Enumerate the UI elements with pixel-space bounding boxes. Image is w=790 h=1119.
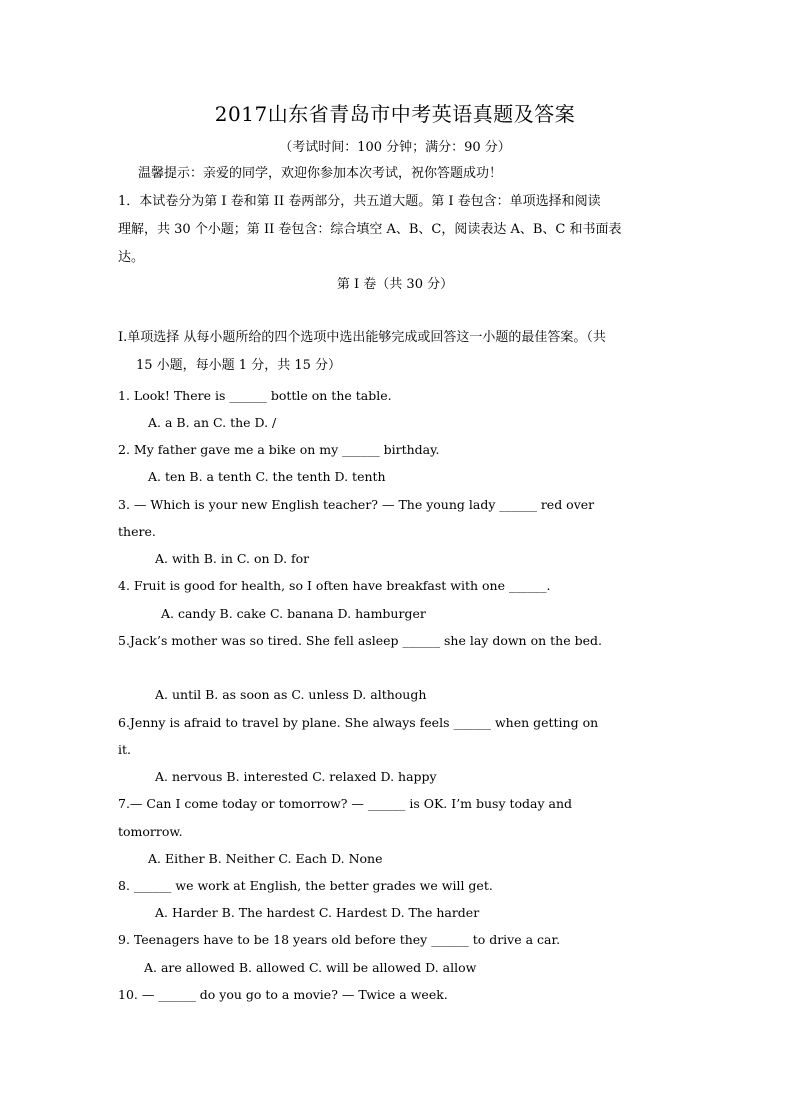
question-8-options: A. Harder B. The hardest C. Hardest D. The harder bbox=[155, 905, 480, 920]
question-3-options: A. with B. in C. on D. for bbox=[155, 551, 310, 566]
part-heading-line-2: 15 小题，每小题 1 分，共 15 分） bbox=[136, 358, 342, 373]
question-7-options: A. Either B. Neither C. Each D. None bbox=[148, 851, 383, 866]
question-1-options: A. a B. an C. the D. / bbox=[148, 415, 277, 430]
question-9: 9. Teenagers have to be 18 years old before they ______ to drive a car. bbox=[118, 932, 561, 947]
section-heading: 第 I 卷（共 30 分） bbox=[336, 277, 454, 292]
intro-line-2: 理解，共 30 个小题；第 II 卷包含：综合填空 A、B、C，阅读表达 A、B、C 和书面表 bbox=[118, 222, 622, 237]
question-4-options: A. candy B. cake C. banana D. hamburger bbox=[161, 606, 426, 621]
intro-line-1: 1．本试卷分为第 I 卷和第 II 卷两部分，共五道大题。第 I 卷包含：单项选择和阅读 bbox=[118, 194, 601, 209]
question-1: 1. Look! There is ______ bottle on the table. bbox=[118, 388, 392, 403]
question-8: 8. ______ we work at English, the better grades we will get. bbox=[118, 878, 493, 893]
question-7-cont: tomorrow. bbox=[118, 824, 183, 839]
question-3-cont: there. bbox=[118, 524, 156, 539]
tip-text: 温馨提示：亲爱的同学，欢迎你参加本次考试，祝你答题成功！ bbox=[138, 166, 503, 181]
question-6: 6.Jenny is afraid to travel by plane. She always feels ______ when getting on bbox=[118, 715, 599, 730]
question-6-cont: it. bbox=[118, 742, 131, 757]
question-2: 2. My father gave me a bike on my ______ birthday. bbox=[118, 442, 440, 457]
page-title: 2017山东省青岛市中考英语真题及答案 bbox=[214, 102, 576, 126]
question-4: 4. Fruit is good for health, so I often have breakfast with one ______. bbox=[118, 578, 551, 593]
part-heading-line-1: I.单项选择 从每小题所给的四个选项中选出能够完成或回答这一小题的最佳答案。（共 bbox=[118, 330, 606, 345]
question-9-options: A. are allowed B. allowed C. will be allowed D. allow bbox=[144, 960, 477, 975]
question-10: 10. — ______ do you go to a movie? — Twice a week. bbox=[118, 987, 448, 1002]
question-2-options: A. ten B. a tenth C. the tenth D. tenth bbox=[148, 469, 386, 484]
question-7: 7.— Can I come today or tomorrow? — ______ is OK. I’m busy today and bbox=[118, 796, 573, 811]
question-6-options: A. nervous B. interested C. relaxed D. happy bbox=[155, 769, 437, 784]
intro-line-3: 达。 bbox=[118, 250, 145, 265]
question-5: 5.Jack’s mother was so tired. She fell asleep ______ she lay down on the bed. bbox=[118, 633, 602, 648]
exam-info: （考试时间：100 分钟；满分：90 分） bbox=[279, 140, 511, 155]
question-3: 3. — Which is your new English teacher? — The young lady ______ red over bbox=[118, 497, 595, 512]
question-5-options: A. until B. as soon as C. unless D. although bbox=[155, 687, 427, 702]
